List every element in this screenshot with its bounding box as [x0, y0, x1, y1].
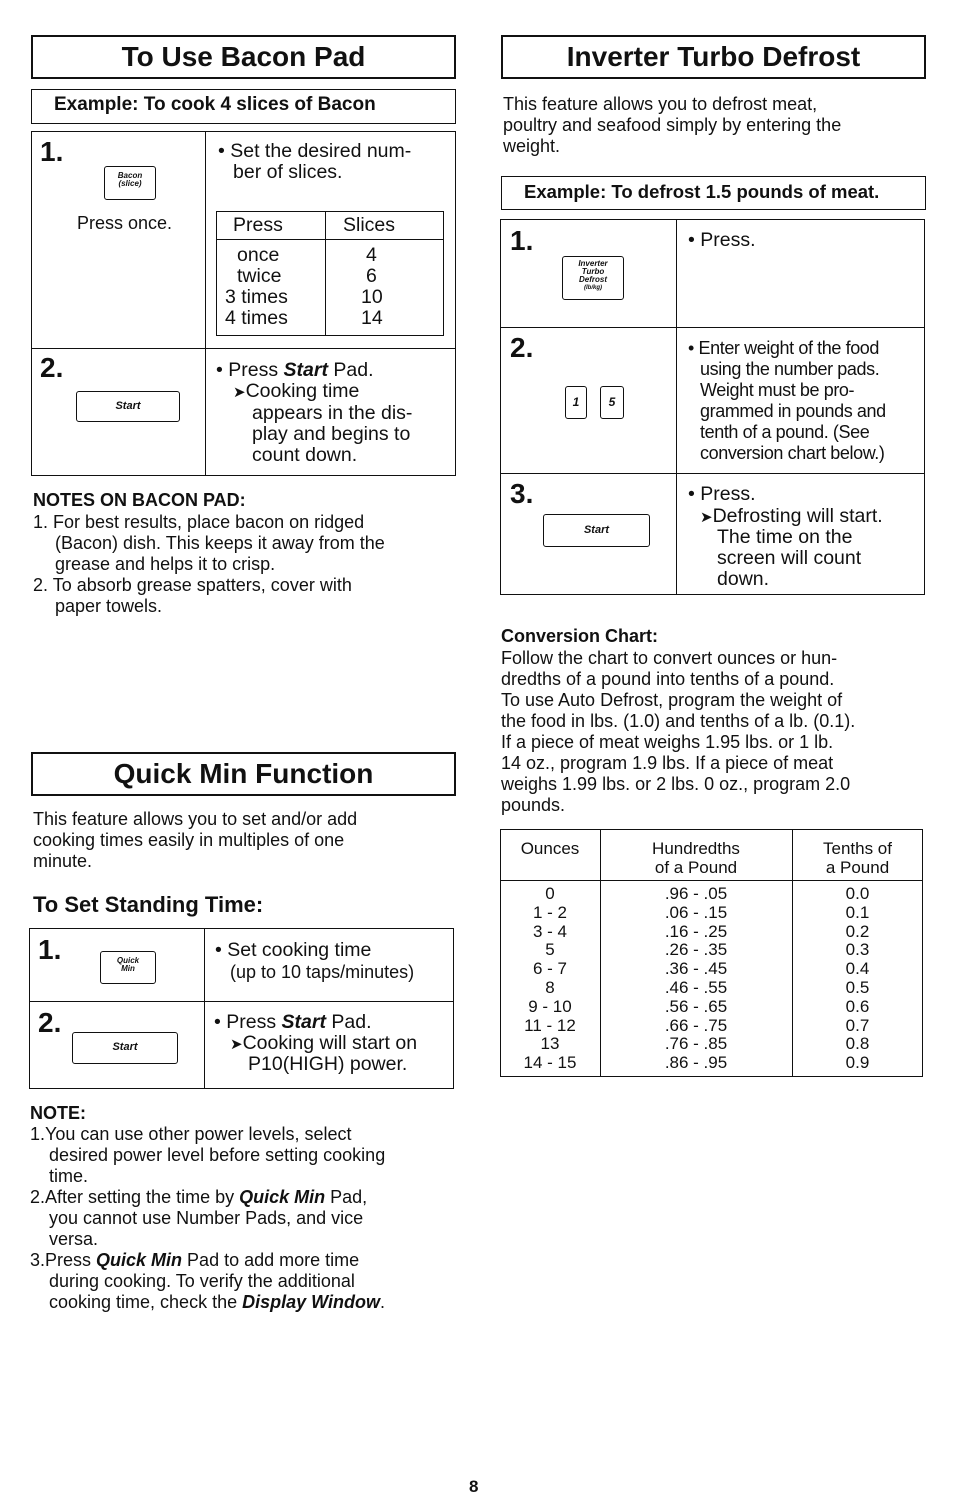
number-pad-5[interactable]: 5: [600, 386, 624, 419]
defrost-step2-line: • Enter weight of the food: [688, 338, 880, 358]
bacon-table-row: 3 times: [225, 286, 288, 308]
quickmin-note2-end: Pad,: [325, 1187, 368, 1207]
table-row: .86 - .95: [664, 1053, 728, 1073]
conversion-text-line: Follow the chart to convert ounces or hun-: [501, 648, 838, 668]
bacon-table-row: 14: [361, 307, 383, 329]
table-row: 8: [545, 978, 555, 997]
bacon-slices-col-rule: [325, 211, 326, 336]
quickmin-note-line: 1.You can use other power levels, select: [30, 1124, 352, 1144]
defrost-section-title: Inverter Turbo Defrost: [501, 35, 926, 79]
table-row: 0.7: [845, 1015, 870, 1035]
defrost-step3-line4: screen will count: [717, 547, 862, 569]
quickmin-note-line: [30, 1250, 359, 1271]
quickmin-subtitle: To Set Standing Time:: [33, 892, 264, 917]
inverter-turbo-defrost-pad[interactable]: [562, 256, 624, 300]
conversion-header-tenths: Tenths of: [823, 839, 892, 858]
quickmin-step2-text-end: Pad.: [325, 1011, 372, 1033]
bacon-note-line: 2. To absorb grease spatters, cover with: [33, 575, 352, 595]
table-row: .06 - .15: [664, 902, 728, 922]
defrost-grid-row-divider: [500, 473, 925, 474]
conversion-header-hundredths: Hundredths: [652, 839, 740, 858]
quickmin-note3-l3-text: cooking time, check the: [49, 1292, 243, 1312]
bacon-table-header-press: Press: [233, 214, 283, 236]
defrost-pad-label: Inverter: [578, 259, 608, 268]
arrow-icon: ➤: [230, 1036, 243, 1053]
bacon-table-row: 10: [361, 286, 383, 308]
quick-min-pad[interactable]: [100, 951, 156, 984]
table-row: .26 - .35: [664, 940, 728, 960]
display-window-word: Display Window: [242, 1292, 380, 1312]
defrost-step2-line: tenth of a pound. (See: [700, 422, 870, 442]
bacon-table-row: 4 times: [225, 307, 288, 329]
bacon-step2-line5: count down.: [252, 444, 358, 466]
start-pad[interactable]: Start: [72, 1032, 178, 1064]
quick-min-pad-sublabel: Min: [121, 964, 135, 973]
conversion-header-hundredths: of a Pound: [654, 858, 738, 877]
bacon-table-header-slices: Slices: [343, 214, 396, 236]
bacon-step1-desc-line2: ber of slices.: [233, 161, 343, 183]
quickmin-step2-line1: [214, 1012, 372, 1033]
table-row: 3 - 4: [532, 921, 568, 941]
table-row: 11 - 12: [524, 1015, 576, 1035]
bacon-step1-desc-line1: • Set the desired num-: [218, 140, 412, 162]
defrost-step2-line: using the number pads.: [700, 359, 880, 379]
bacon-step1-number: 1.: [40, 136, 64, 167]
conversion-text-line: dredths of a pound into tenths of a pound.: [501, 669, 835, 689]
table-row: 14 - 15: [523, 1053, 577, 1073]
defrost-step3-line5: down.: [717, 568, 770, 590]
defrost-step2-number: 2.: [510, 332, 534, 363]
bacon-pad-sublabel: (slice): [118, 179, 142, 188]
quickmin-note3-end: Pad to add more time: [182, 1250, 360, 1270]
quick-min-pad-label: Quick: [116, 956, 140, 965]
conversion-text-line: If a piece of meat weighs 1.95 lbs. or 1 lb.: [501, 732, 834, 752]
quickmin-intro-line: This feature allows you to set and/or add: [33, 809, 358, 829]
bacon-step2-line2-text: Cooking time: [245, 380, 360, 402]
bacon-pad-label: Bacon: [117, 171, 143, 180]
start-word: Start: [281, 1011, 326, 1033]
defrost-step2-line: conversion chart below.): [700, 443, 885, 463]
bacon-step2-line4: play and begins to: [252, 423, 411, 445]
defrost-grid-divider: [676, 219, 677, 595]
defrost-step3-line1: • Press.: [688, 483, 756, 505]
table-row: 0.9: [845, 1053, 870, 1073]
table-row: 0.2: [845, 921, 870, 941]
table-row: 9 - 10: [528, 996, 572, 1016]
arrow-icon: ➤: [233, 384, 246, 401]
bacon-pad[interactable]: [104, 166, 156, 200]
quickmin-intro-line: cooking times easily in multiples of one: [33, 830, 345, 850]
defrost-intro-line: weight.: [503, 136, 561, 156]
defrost-step2-line: Weight must be pro-: [700, 380, 855, 400]
bacon-note-line: (Bacon) dish. This keeps it away from the: [55, 533, 385, 553]
quickmin-grid-row-divider: [29, 1001, 454, 1002]
start-pad[interactable]: Start: [543, 514, 650, 547]
quickmin-step1-line1: • Set cooking time: [215, 939, 372, 961]
quickmin-note-line: you cannot use Number Pads, and vice: [49, 1208, 364, 1228]
bacon-step2-text-end: Pad.: [327, 359, 374, 381]
bacon-note-line: grease and helps it to crisp.: [55, 554, 276, 574]
bacon-grid-divider: [205, 131, 206, 476]
conversion-text-line: To use Auto Defrost, program the weight of: [501, 690, 843, 710]
quickmin-step2-line3: P10(HIGH) power.: [248, 1053, 408, 1075]
bacon-section-title: To Use Bacon Pad: [31, 35, 456, 79]
table-row: .36 - .45: [664, 959, 728, 979]
table-row: .96 - .05: [664, 884, 728, 903]
bacon-table-row: once: [237, 244, 280, 266]
table-row: 5: [545, 940, 555, 960]
table-row: 0.1: [845, 902, 870, 922]
conversion-text-line: weighs 1.99 lbs. or 2 lbs. 0 oz., program 2.0: [501, 774, 851, 794]
quickmin-note-line: during cooking. To verify the additional: [49, 1271, 355, 1291]
bacon-grid-row-divider: [31, 348, 456, 349]
number-pad-1[interactable]: 1: [565, 386, 587, 419]
table-row: 13: [540, 1034, 560, 1054]
quickmin-intro-line: minute.: [33, 851, 93, 871]
table-row: 0.3: [845, 940, 870, 960]
bacon-notes-title: NOTES ON BACON PAD:: [33, 490, 246, 510]
bacon-step2-line1: [216, 360, 374, 381]
quickmin-note3-text: 3.Press: [30, 1250, 97, 1270]
conversion-text-line: the food in lbs. (1.0) and tenths of a lb. (0.1).: [501, 711, 856, 731]
bacon-table-row: twice: [237, 265, 282, 287]
quickmin-note-line: time.: [49, 1166, 89, 1186]
quickmin-section-title: Quick Min Function: [31, 752, 456, 796]
defrost-pad-label: (lb/kg): [584, 285, 602, 291]
quickmin-step1-number: 1.: [38, 934, 62, 965]
quickmin-note-title: NOTE:: [30, 1103, 86, 1123]
conversion-text-line: 14 oz., program 1.9 lbs. If a piece of meat: [501, 753, 834, 773]
arrow-icon: ➤: [700, 509, 713, 526]
conversion-chart-title: Conversion Chart:: [501, 626, 659, 646]
bacon-step2-line3: appears in the dis-: [252, 402, 413, 424]
table-row: .66 - .75: [664, 1015, 728, 1035]
bacon-step2-text: • Press: [216, 359, 284, 381]
quickmin-step2-text: • Press: [214, 1011, 282, 1033]
table-row: .56 - .65: [664, 996, 728, 1016]
table-row: 0: [545, 884, 555, 903]
table-row: .76 - .85: [664, 1034, 728, 1054]
defrost-step3-line3: The time on the: [717, 526, 853, 548]
bacon-example-box: Example: To cook 4 slices of Bacon: [31, 89, 456, 124]
defrost-pad-label: Defrost: [578, 275, 607, 284]
table-row: .46 - .55: [664, 978, 728, 997]
bacon-table-row: 4: [366, 244, 377, 266]
conversion-header-ounces: Ounces: [520, 839, 580, 858]
defrost-step3-line2: [700, 506, 883, 528]
defrost-step3-line2-text: Defrosting will start.: [712, 505, 883, 527]
defrost-step1-desc: • Press.: [688, 229, 756, 251]
quickmin-note2-text: 2.After setting the time by: [30, 1187, 240, 1207]
quickmin-note3-l3-end: .: [379, 1292, 385, 1312]
defrost-pad-label: Turbo: [581, 267, 605, 276]
table-row: .16 - .25: [664, 921, 728, 941]
table-row: 0.6: [845, 996, 870, 1016]
table-row: 0.8: [845, 1034, 870, 1054]
quickmin-note-line: versa.: [49, 1229, 99, 1249]
bacon-table-row: 6: [366, 265, 377, 287]
defrost-step2-line: grammed in pounds and: [700, 401, 886, 421]
defrost-step3-number: 3.: [510, 478, 534, 509]
defrost-grid-row-divider: [500, 327, 925, 328]
start-pad[interactable]: Start: [76, 391, 180, 422]
page-number: 8: [469, 1477, 479, 1496]
conversion-header-tenths: a Pound: [825, 858, 890, 877]
bacon-step2-line2: [233, 381, 359, 403]
defrost-step1-number: 1.: [510, 225, 534, 256]
quickmin-step2-line2-text: Cooking will start on: [242, 1032, 418, 1054]
conversion-text-line: pounds.: [501, 795, 566, 815]
quickmin-step2-line2: [230, 1033, 417, 1055]
table-row: 1 - 2: [532, 902, 568, 922]
quickmin-grid-divider: [204, 928, 205, 1089]
quickmin-note-line: [49, 1292, 385, 1313]
quick-min-word: Quick Min: [96, 1250, 183, 1270]
start-word: Start: [283, 359, 328, 381]
table-row: 6 - 7: [532, 959, 568, 979]
bacon-slices-header-rule: [216, 239, 444, 240]
quickmin-step1-line2: (up to 10 taps/minutes): [230, 962, 415, 982]
quickmin-step2-number: 2.: [38, 1007, 62, 1038]
defrost-example-box: Example: To defrost 1.5 pounds of meat.: [501, 176, 926, 210]
bacon-step2-number: 2.: [40, 352, 64, 383]
bacon-note-line: paper towels.: [55, 596, 163, 616]
defrost-intro-line: poultry and seafood simply by entering the: [503, 115, 842, 135]
table-row: 0.0: [845, 884, 870, 903]
table-row: 0.4: [845, 959, 870, 979]
defrost-intro-line: This feature allows you to defrost meat,: [503, 94, 818, 114]
quick-min-word: Quick Min: [239, 1187, 326, 1207]
table-row: 0.5: [845, 978, 870, 997]
quickmin-note-line: [30, 1187, 367, 1208]
bacon-note-line: 1. For best results, place bacon on ridged: [33, 512, 365, 532]
conversion-table-header-rule: [500, 880, 923, 881]
bacon-step1-press: Press once.: [77, 213, 173, 233]
quickmin-note-line: desired power level before setting cooking: [49, 1145, 386, 1165]
